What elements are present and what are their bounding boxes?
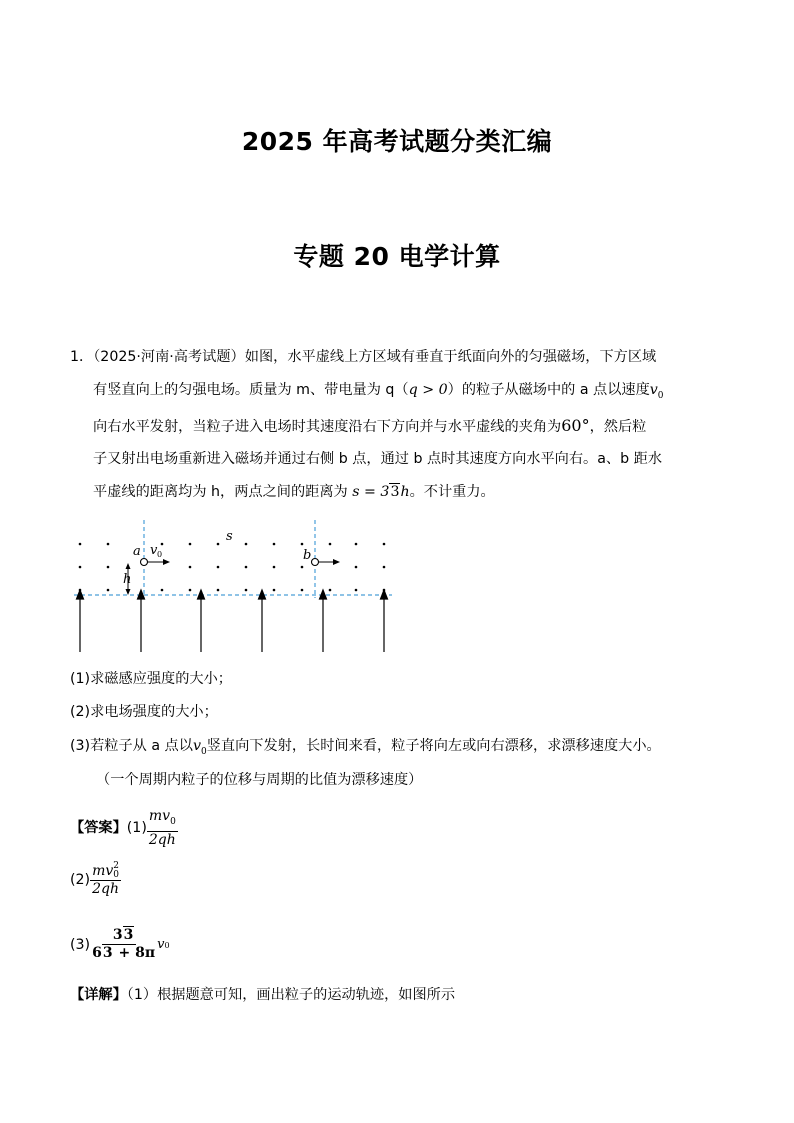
field-dot [355, 566, 358, 569]
answer-3-v0: v [157, 936, 165, 952]
topic-title: 专题 20 电学计算 [293, 242, 501, 271]
q1-text-1: 如图，水平虚线上方区域有垂直于纸面向外的匀强磁场，下方区域 [244, 349, 657, 365]
v0-sub: 0 [657, 390, 664, 401]
subquestion-3-b: 竖直向下发射，长时间来看，粒子将向左或向右漂移，求漂移速度大小。 [206, 738, 661, 754]
field-dot [273, 543, 276, 546]
q1-text-2a: 有竖直向上的匀强电场。质量为 m、带电量为 q（ [93, 382, 409, 398]
question-source: （2025·河南·高考试题） [93, 349, 245, 365]
answer-1-den: 2qh [148, 831, 176, 848]
subquestion-2: (2)求电场强度的大小； [70, 704, 218, 720]
h-symbol: h [400, 484, 410, 500]
h-arrow-top [126, 563, 131, 569]
q1-text-2c: ）的粒子从磁场中的 a 点以速度 [447, 382, 650, 398]
field-dot [301, 589, 304, 592]
q1-text-3b: ，然后粒 [589, 419, 647, 435]
document-title: 2025 年高考试题分类汇编 [241, 127, 553, 156]
q1-line-3 [93, 416, 646, 437]
answer-2-prefix: (2) [70, 872, 91, 888]
q1-line-2 [93, 380, 664, 406]
electric-field-arrows [77, 590, 388, 652]
field-dot [383, 566, 386, 569]
subquestion-3 [70, 736, 661, 762]
answer-3-num-sqrt: 3 [123, 927, 134, 943]
answer-2-num: mv [92, 863, 114, 879]
answer-3-den-b: + 8π [113, 945, 156, 961]
subquestion-1: (1)求磁感应强度的大小； [70, 671, 232, 687]
field-dot [189, 543, 192, 546]
answer-1 [70, 808, 178, 849]
field-dot [161, 543, 164, 546]
field-dot [189, 566, 192, 569]
h-arrow-bottom [126, 589, 131, 595]
field-dot [107, 566, 110, 569]
answer-3 [70, 927, 170, 962]
label-v-sub: 0 [157, 550, 163, 559]
sqrt-3: 3 [390, 484, 400, 500]
field-dot [217, 543, 220, 546]
q1-line-1 [70, 347, 656, 367]
answer-2-num-sup: 2 [113, 861, 120, 871]
field-dot [245, 566, 248, 569]
field-dot [107, 543, 110, 546]
label-b: b [303, 548, 312, 563]
field-dot [329, 589, 332, 592]
field-dot [273, 566, 276, 569]
field-dot [355, 589, 358, 592]
field-dot [189, 589, 192, 592]
field-dot [217, 566, 220, 569]
velocity-arrowhead-a [163, 559, 170, 565]
detail-text: （1）根据题意可知，画出粒子的运动轨迹，如图所示 [126, 987, 456, 1003]
subquestion-3-a: (3)若粒子从 a 点以 [70, 738, 193, 754]
particle-a [141, 559, 148, 566]
answer-3-fraction [90, 927, 157, 962]
answer-3-den-sqrt: 3 [102, 945, 113, 961]
field-dot [161, 589, 164, 592]
answer-2-num-sub: 0 [113, 870, 120, 880]
answer-1-prefix: (1) [126, 820, 147, 837]
answer-3-v0-sub: 0 [164, 941, 170, 950]
drift-velocity-note: （一个周期内粒子的位移与周期的比值为漂移速度） [96, 772, 423, 788]
field-dot [79, 543, 82, 546]
particle-b [312, 559, 319, 566]
q1-line-4 [93, 449, 662, 469]
label-a: a [133, 544, 141, 559]
sub3-v0-sub: 0 [200, 746, 207, 757]
question-number: 1． [70, 349, 94, 365]
answer-2-den: 2qh [92, 881, 120, 897]
detail-label: 【详解】 [70, 987, 127, 1003]
field-dot [301, 566, 304, 569]
label-h: h [123, 572, 132, 587]
q1-text-5b: 。不计重力。 [409, 484, 495, 500]
answer-2 [70, 862, 121, 898]
answer-1-num-sub: 0 [170, 816, 176, 827]
label-s: s [226, 529, 233, 544]
q1-line-5 [93, 482, 495, 502]
label-v: v [150, 543, 158, 558]
answer-1-num: mv [148, 808, 171, 824]
field-dot [79, 566, 82, 569]
field-dot [273, 589, 276, 592]
answer-3-den-a: 6 [92, 945, 102, 961]
detail-line [70, 985, 455, 1005]
field-diagram [66, 514, 398, 656]
answer-3-num-a: 3 [112, 927, 123, 943]
sub3-v0-symbol: v [192, 738, 201, 754]
q1-condition: q > 0 [408, 382, 448, 398]
field-dot [217, 589, 220, 592]
answer-2-fraction [90, 862, 121, 898]
answer-1-fraction [147, 808, 178, 849]
field-dot [245, 589, 248, 592]
field-dot [329, 543, 332, 546]
answer-3-prefix: (3) [70, 936, 91, 953]
field-dot [107, 589, 110, 592]
v0-symbol: v [649, 382, 658, 398]
angle-value: 60° [561, 416, 590, 435]
field-dot [301, 543, 304, 546]
q1-text-3a: 向右水平发射，当粒子进入电场时其速度沿右下方向并与水平虚线的夹角为 [93, 419, 562, 435]
field-dot [355, 543, 358, 546]
distance-formula: s = 3 [352, 484, 390, 500]
answer-label: 【答案】 [70, 820, 127, 837]
q1-text-4: 子又射出电场重新进入磁场并通过右侧 b 点，通过 b 点时其速度方向水平向右。a、b 距水 [93, 451, 663, 467]
velocity-arrowhead-b [333, 559, 340, 565]
q1-text-5a: 平虚线的距离均为 h，两点之间的距离为 [93, 484, 348, 500]
field-dot [245, 543, 248, 546]
field-dot [383, 543, 386, 546]
